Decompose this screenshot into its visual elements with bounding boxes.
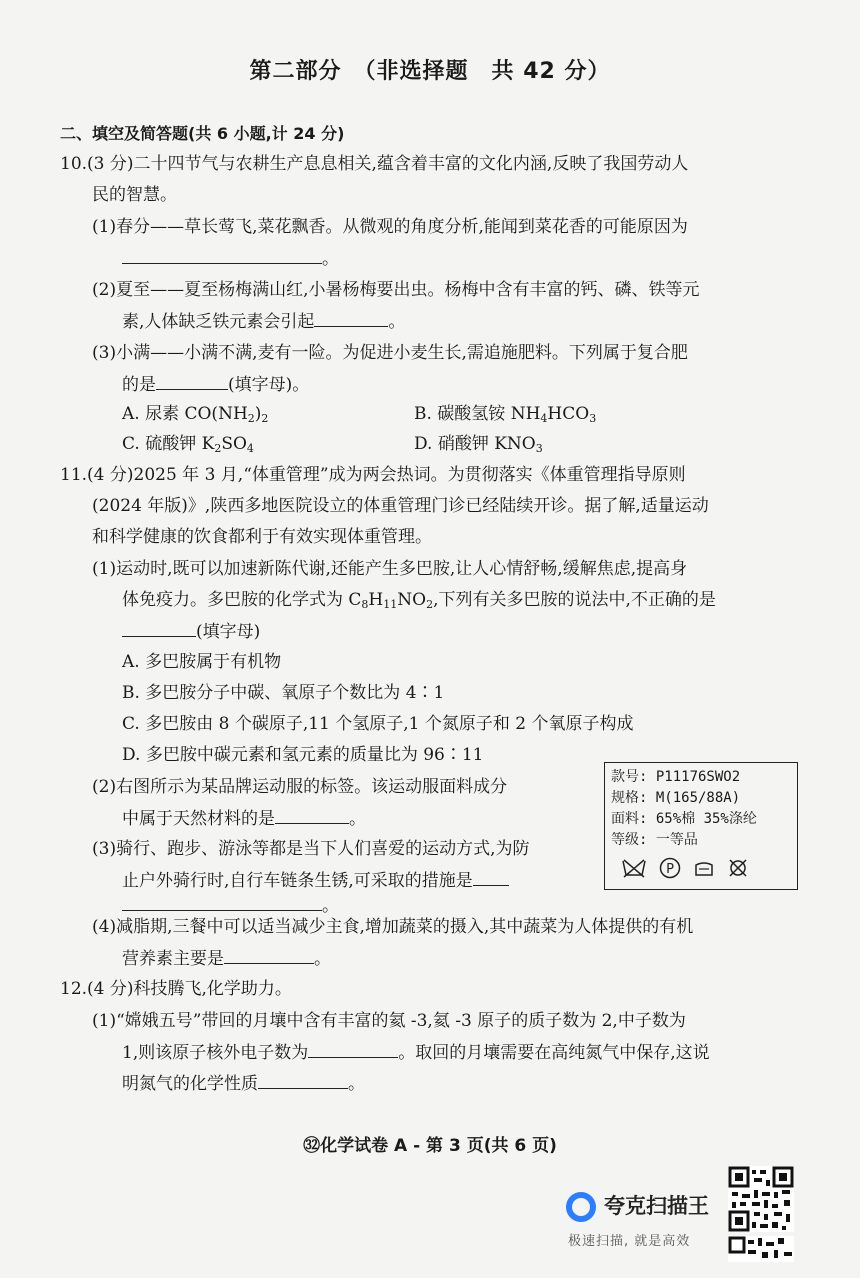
- label-style-no: 款号: P11176SWO2: [611, 769, 741, 785]
- q11-part1-answer-blank[interactable]: [122, 619, 196, 637]
- line-dry-icon: [693, 857, 715, 879]
- q11-part3-line1: (3)骑行、跑步、游泳等都是当下人们喜爱的运动方式,为防: [92, 839, 530, 859]
- page-title: 第二部分 （非选择题 共 42 分）: [249, 59, 611, 84]
- q11-part3-answer-blank-cont[interactable]: [122, 893, 322, 911]
- no-tumble-dry-icon: [727, 857, 749, 879]
- q12-stem: 12.(4 分)科技腾飞,化学助力。: [60, 979, 292, 999]
- label-size: 规格: M(165/88A): [611, 790, 741, 806]
- q10-stem-line2: 民的智慧。: [92, 185, 177, 205]
- q10-part2-line1: (2)夏至——夏至杨梅满山红,小暑杨梅要出虫。杨梅中含有丰富的钙、磷、铁等元: [92, 280, 700, 300]
- q10-part2-line2: 素,人体缺乏铁元素会引起 。: [122, 309, 405, 334]
- scanner-watermark: [566, 1180, 726, 1260]
- q11-stem-line1: 11.(4 分)2025 年 3 月,“体重管理”成为两会热词。为贯彻落实《体重管理指导原则: [60, 465, 686, 485]
- q12-part1-line2: 1,则该原子核外电子数为 。取回的月壤需要在高纯氮气中保存,这说: [122, 1040, 710, 1065]
- q11-part1-line1: (1)运动时,既可以加速新陈代谢,还能产生多巴胺,让人心情舒畅,缓解焦虑,提高身: [92, 559, 688, 579]
- q12-part1-answer-blank-1[interactable]: [308, 1040, 398, 1058]
- svg-text:P: P: [666, 862, 674, 877]
- q12-part1-answer-blank-2[interactable]: [258, 1071, 348, 1089]
- brand-name: 夸克扫描王: [604, 1194, 709, 1218]
- label-grade: 等级: 一等品: [611, 832, 698, 848]
- q10-option-d: D. 硝酸钾 $KNO_3$: [414, 434, 543, 455]
- q11-part2-answer-blank[interactable]: [275, 806, 349, 824]
- q10-part3-line2: 的是 (填字母)。: [122, 372, 309, 397]
- page-footer: ㉜化学试卷 A - 第 3 页(共 6 页): [303, 1136, 557, 1156]
- q10-part3-answer-blank[interactable]: [156, 372, 228, 390]
- q11-option-d: D. 多巴胺中碳元素和氢元素的质量比为 96∶11: [122, 745, 484, 765]
- q11-part1-line3: (填字母): [122, 619, 260, 644]
- q10-part1-line2: 。: [122, 246, 339, 271]
- q11-part4-answer-blank[interactable]: [224, 946, 314, 964]
- q12-part1-line3: 明氮气的化学性质 。: [122, 1071, 365, 1096]
- q10-part1-answer-blank[interactable]: [122, 246, 322, 264]
- brand-slogan: 极速扫描, 就是高效: [568, 1234, 691, 1249]
- qr-code-icon: [728, 1166, 794, 1262]
- label-fabric: 面料: 65%棉 35%涤纶: [611, 811, 757, 827]
- q11-stem-line2: (2024 年版)》,陕西多地医院设立的体重管理门诊已经陆续开诊。据了解,适量运动: [92, 496, 709, 516]
- q11-stem-line3: 和科学健康的饮食都利于有效实现体重管理。: [92, 527, 432, 547]
- q10-option-a: A. 尿素 $CO(NH_2)_2$: [122, 404, 269, 425]
- q10-stem-line1: 10.(3 分)二十四节气与农耕生产息息相关,蕴含着丰富的文化内涵,反映了我国劳动人: [60, 154, 689, 174]
- dry-clean-p-icon: [659, 857, 681, 879]
- q11-part2-line1: (2)右图所示为某品牌运动服的标签。该运动服面料成分: [92, 777, 508, 797]
- quark-logo-icon: [566, 1192, 596, 1222]
- q11-part2-line2: 中属于天然材料的是 。: [122, 806, 366, 831]
- q11-part4-line2: 营养素主要是 。: [122, 946, 331, 971]
- q11-option-b: B. 多巴胺分子中碳、氧原子个数比为 4∶1: [122, 683, 445, 703]
- q11-option-a: A. 多巴胺属于有机物: [122, 652, 282, 672]
- no-wash-icon: [621, 857, 647, 879]
- care-icons: [611, 857, 791, 879]
- q11-part1-line2: 体免疫力。多巴胺的化学式为 $C_8H_{11}NO_2$,下列有关多巴胺的说法中,不正确的是: [122, 590, 716, 611]
- q11-option-c: C. 多巴胺由 8 个碳原子,11 个氢原子,1 个氮原子和 2 个氧原子构成: [122, 714, 634, 734]
- q10-option-b: B. 碳酸氢铵 $NH_4HCO_3$: [414, 404, 597, 425]
- q12-part1-line1: (1)“嫦娥五号”带回的月壤中含有丰富的氦 -3,氦 -3 原子的质子数为 2,中子数为: [92, 1011, 686, 1031]
- q11-part3-line2: 止户外骑行时,自行车链条生锈,可采取的措施是: [122, 868, 509, 893]
- q10-part2-answer-blank[interactable]: [314, 309, 388, 327]
- q11-part4-line1: (4)减脂期,三餐中可以适当减少主食,增加蔬菜的摄入,其中蔬菜为人体提供的有机: [92, 917, 694, 937]
- q10-part3-line1: (3)小满——小满不满,麦有一险。为促进小麦生长,需追施肥料。下列属于复合肥: [92, 343, 688, 363]
- garment-label: [604, 762, 798, 890]
- q11-part3-answer-blank[interactable]: [473, 868, 509, 886]
- q10-option-c: C. 硫酸钾 $K_2SO_4$: [122, 434, 254, 455]
- section-heading: 二、填空及简答题(共 6 小题,计 24 分): [60, 124, 345, 143]
- q11-part3-line3: 。: [122, 893, 339, 918]
- q10-part1-line1: (1)春分——草长莺飞,菜花飘香。从微观的角度分析,能闻到菜花香的可能原因为: [92, 217, 688, 237]
